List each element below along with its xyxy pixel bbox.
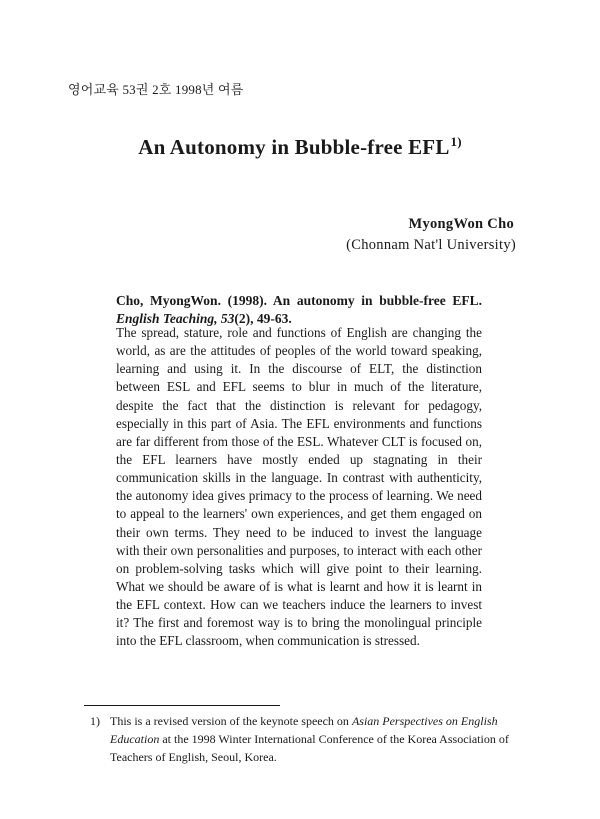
abstract-line: communication skills in the language. In contrast with authenticity, xyxy=(116,470,482,486)
author-name: MyongWon Cho xyxy=(408,216,514,232)
footnote-line-1 xyxy=(110,712,498,730)
abstract-line: What we should be aware of is what is learnt and how it is learnt in xyxy=(116,578,482,594)
citation-line-1: Cho, MyongWon. (1998). An autonomy in bubble-free EFL. xyxy=(116,293,482,308)
abstract-line: world, as are the attitudes of peoples of the world toward speaking, xyxy=(116,343,482,359)
abstract-line: with their own personalities and purposes, to interact with each other xyxy=(116,542,482,558)
author-affiliation: (Chonnam Nat'l University) xyxy=(346,237,516,253)
paper-title xyxy=(0,134,600,160)
abstract-line: the EFL learners have mostly ended up stagnating in their xyxy=(116,451,482,467)
abstract-line: to appeal to the learners' own experiences, and get them engaged on xyxy=(116,506,482,522)
footnote-line-3: Teachers of English, Seoul, Korea. xyxy=(110,750,277,764)
title-footnote-mark: 1) xyxy=(450,134,462,149)
abstract-line: learning and using it. In the discourse of ELT, the distinction xyxy=(116,361,482,377)
abstract-line: it? The first and foremost way is to bring the monolingual principle xyxy=(116,615,482,631)
footnote-text: at the 1998 Winter International Conference of the Korea Association of xyxy=(159,732,509,746)
abstract-line: are far different from those of the ESL. Whatever CLT is focused on, xyxy=(116,433,482,449)
abstract-line: between ESL and EFL seems to blur in much of the literature, xyxy=(116,379,482,395)
abstract-line: the autonomy idea gives primacy to the process of learning. We need xyxy=(116,488,482,504)
footnote-divider xyxy=(84,705,280,706)
citation-issue-pages: (2), 49-63. xyxy=(234,311,292,326)
footnote-line-2 xyxy=(110,730,509,748)
running-head: 영어교육 53권 2호 1998년 여름 xyxy=(68,82,244,97)
footnote-italic-title: Asian Perspectives on English xyxy=(351,714,498,728)
abstract-line: their own terms. They need to be induced to invest the language xyxy=(116,524,482,540)
paper-title-text: An Autonomy in Bubble-free EFL xyxy=(138,135,450,159)
citation-journal: English Teaching, 53 xyxy=(116,311,235,326)
abstract xyxy=(116,324,482,651)
abstract-line: despite the fact that the distinction is relevant for pedagogy, xyxy=(116,397,482,413)
footnote-marker: 1) xyxy=(90,714,100,728)
abstract-line: especially in this part of Asia. The EFL environments and functions xyxy=(116,415,482,431)
footnote-body xyxy=(110,712,509,766)
abstract-line: on problem-solving tasks which will give point to their learning. xyxy=(116,560,482,576)
footnote xyxy=(90,712,509,766)
footnote-text: This is a revised version of the keynote speech on xyxy=(110,714,352,728)
abstract-line: into the EFL classroom, when communication is stressed. xyxy=(116,633,420,649)
abstract-line: The spread, stature, role and functions of English are changing the xyxy=(116,325,482,340)
footnote-italic-title: Education xyxy=(110,732,160,746)
abstract-line: the EFL context. How can we teachers induce the learners to invest xyxy=(116,597,482,613)
